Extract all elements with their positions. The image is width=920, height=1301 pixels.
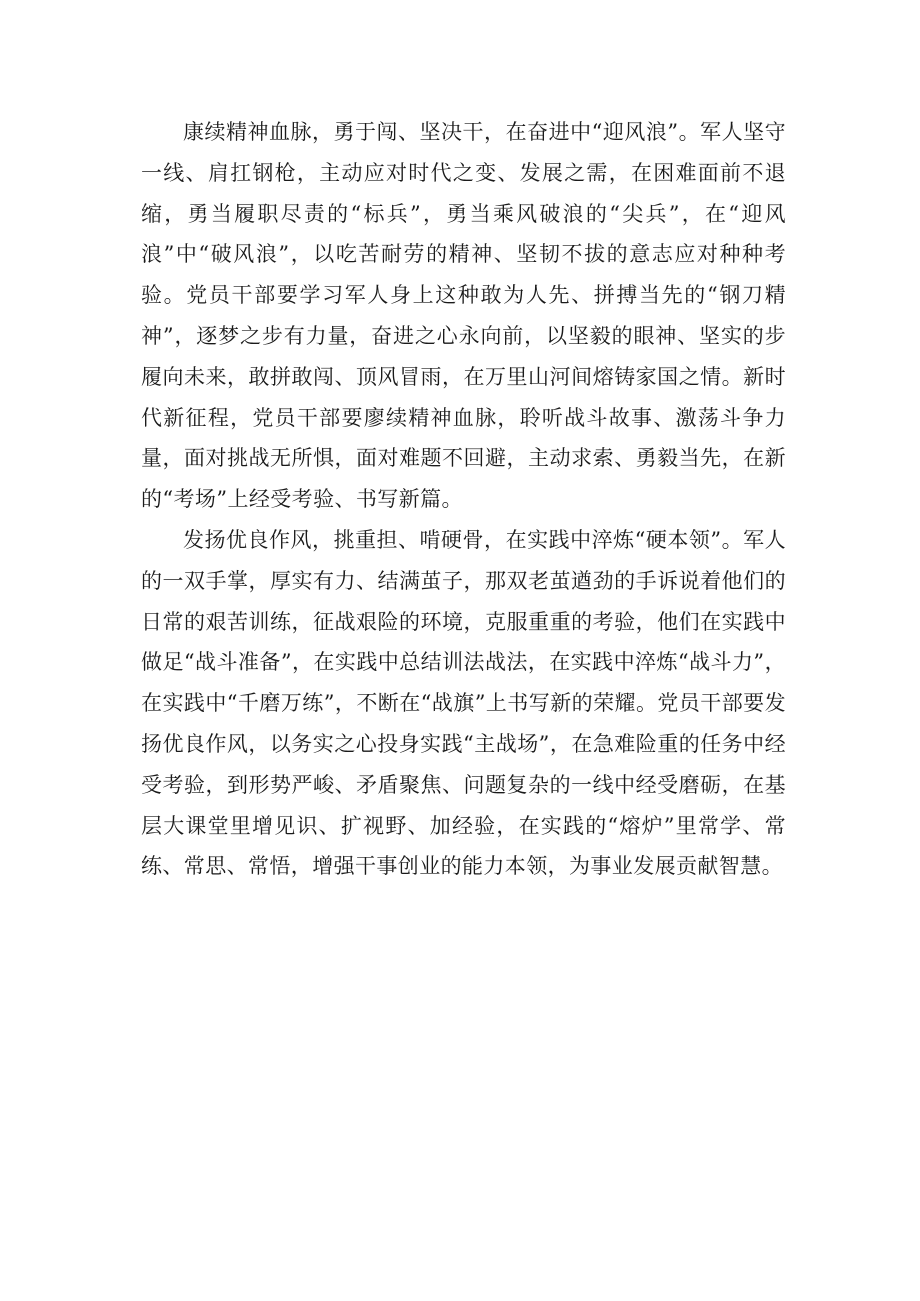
paragraph-2: 发扬优良作风，挑重担、啃硬骨，在实践中淬炼“硬本领”。军人的一双手掌，厚实有力、结满茧子，那双老茧遒劲的手诉说着他们的日常的艰苦训练，征战艰险的环境，克服重重的考验，他们在实践中做足“战斗准备”，在实践中总结训法战法，在实践中淬炼“战斗力”，在实践中“千磨万练”，不断在“战旗”上书写新的荣耀。党员干部要发扬优良作风，以务实之心投身实践“主战场”，在急难险重的任务中经受考验，到形势严峻、矛盾聚焦、问题复杂的一线中经受磨砺，在基层大课堂里增见识、扩视野、加经验，在实践的“熔炉”里常学、常练、常思、常悟，增强干事创业的能力本领，为事业发展贡献智慧。 — [141, 527, 786, 879]
document-body — [141, 112, 786, 887]
paragraph-1: 康续精神血脉，勇于闯、坚决干，在奋进中“迎风浪”。军人坚守一线、肩扛钢枪，主动应对时代之变、发展之需，在困难面前不退缩，勇当履职尽责的“标兵”，勇当乘风破浪的“尖兵”，在“迎风浪”中“破风浪”，以吃苦耐劳的精神、坚韧不拔的意志应对种种考验。党员干部要学习军人身上这种敢为人先、拼搏当先的“钢刀精神”，逐梦之步有力量，奋进之心永向前，以坚毅的眼神、坚实的步履向未来，敢拼敢闯、顶风冒雨，在万里山河间熔铸家国之情。新时代新征程，党员干部要廖续精神血脉，聆听战斗故事、激荡斗争力量，面对挑战无所惧，面对难题不回避，主动求索、勇毅当先，在新的“考场”上经受考验、书写新篇。 — [141, 120, 786, 512]
